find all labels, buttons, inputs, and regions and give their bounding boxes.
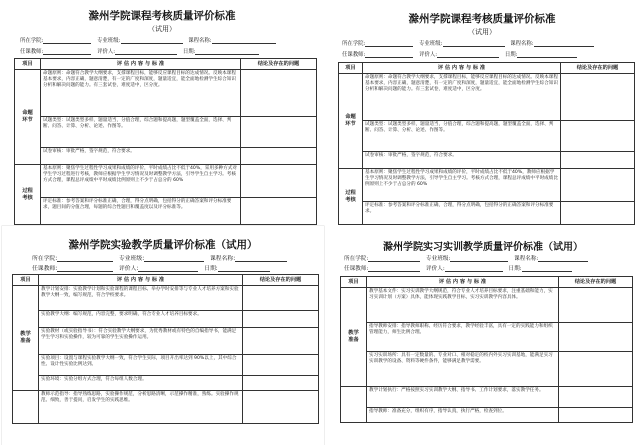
field-line[interactable] — [538, 256, 588, 262]
conclusion-cell[interactable] — [559, 323, 633, 352]
header-item: 项目 — [339, 63, 363, 74]
criterion-text: 实验环境：实验分组方式合理，符合每组人数合理。 — [39, 376, 243, 391]
conclusion-cell[interactable] — [561, 202, 635, 225]
sheet-title: 滁州学院实习实训教学质量评价标准（试用） — [383, 242, 583, 253]
criterion-text: 命题原则：命题符合教学大纲要求，支撑课程目标，能够反应课程目标的达成情况。反映本课程基本要求，内容正确，题意清楚，有一定的广度和深度，题量适宜，能全面地检测学生综合知识分析和解决问题的能力。有三套试卷，难度适中，区分度。 — [363, 74, 561, 121]
conclusion-cell[interactable] — [243, 311, 319, 328]
header-conclusion: 结论及存在的问题 — [243, 275, 319, 286]
field-label: 所在学院: — [32, 256, 58, 262]
evaluation-table — [12, 274, 319, 424]
sheet-title: 滁州学院课程考核质量评价标准 — [88, 10, 236, 22]
field-label: 课程名称: — [514, 256, 539, 262]
sheet-title: 滁州学院课程考核质量评价标准 — [408, 13, 556, 25]
conclusion-cell[interactable] — [561, 152, 635, 169]
conclusion-cell[interactable] — [561, 121, 635, 152]
header-item: 项目 — [341, 277, 367, 288]
criterion-text: 评定标准：参考答案和评分标准正确，合理，得分点明确，包括得分的正确答案和评分标准要求，题目间的分值合理，每题的综合性题目和覆盖度以及评分标准等。 — [41, 198, 241, 225]
field-line[interactable] — [121, 38, 183, 44]
field-line[interactable] — [368, 266, 420, 272]
criterion-text: 试题类型：试题类型多样，题量适当，分值合理，综合题和提高题，题型覆盖全面，选择、判断、问答、计算、分析、论述、作图等。 — [363, 121, 561, 152]
field-line[interactable] — [445, 266, 503, 272]
field-line[interactable] — [437, 52, 499, 58]
criterion-text: 基本原则：聚焦学生过程性学习成果和成绩的评价，平时成绩占比不低于40%，教师应根据学生学习情况及时调整教学方法，引导学生自主学习。考核方式合理，课程总评成绩中平时成绩比例原则上不少于占总分的 60% — [363, 169, 561, 202]
evaluation-table — [338, 62, 635, 225]
field-label: 评价人: — [426, 266, 445, 272]
header-standard: 评 估 内 容 与 标 准 — [363, 63, 561, 74]
field-line[interactable] — [450, 256, 508, 262]
field-label: 评价人: — [119, 266, 139, 272]
sheet-course-assessment-1 — [6, 4, 318, 230]
conclusion-cell[interactable] — [241, 148, 317, 165]
info-row-2 — [20, 47, 263, 55]
info-row-1 — [20, 36, 280, 44]
conclusion-cell[interactable] — [559, 408, 633, 423]
header-standard: 评 估 内 容 与 标 准 — [367, 277, 559, 288]
field-line[interactable] — [368, 256, 420, 262]
conclusion-cell[interactable] — [243, 391, 319, 424]
conclusion-cell[interactable] — [243, 328, 319, 355]
field-line[interactable] — [522, 266, 572, 272]
field-line[interactable] — [235, 256, 287, 262]
info-row-1 — [32, 253, 291, 262]
header-standard: 评 估 内 容 与 标 准 — [41, 59, 241, 70]
header-conclusion: 结论及存在的问题 — [561, 63, 635, 74]
criterion-text: 评定标准：参考答案和评分标准正确，合理，得分点明确，包括得分的正确答案和评分标准要求。 — [363, 202, 561, 225]
field-label: 日期: — [508, 266, 522, 272]
header-item: 项目 — [15, 59, 41, 70]
conclusion-cell[interactable] — [243, 286, 319, 311]
field-line[interactable] — [115, 49, 177, 55]
sheet-subtitle: （试用） — [468, 28, 496, 36]
conclusion-cell[interactable] — [241, 165, 317, 198]
info-row-2 — [342, 50, 581, 58]
field-label: 课程名称: — [210, 256, 236, 262]
evaluation-table — [14, 58, 317, 225]
field-label: 日期: — [204, 266, 218, 272]
category-process: 过程 考核 — [15, 165, 41, 225]
field-label: 评价人: — [419, 52, 438, 58]
criterion-text: 实验教学大纲：编写规范，内容完整，要求明确，符合专业人才培养目标要求。 — [39, 311, 243, 328]
criterion-text: 教师示范指导：指导熟练思路，实验操作规范，分析思路清晰，示范操作精准，熟练。实验操作规范、细致，善于提问，启发学生的实践思维。 — [39, 391, 243, 424]
field-label: 课程名称: — [188, 38, 212, 44]
conclusion-cell[interactable] — [241, 198, 317, 225]
conclusion-cell[interactable] — [243, 355, 319, 376]
field-label: 专业班级: — [119, 256, 145, 262]
field-label: 专业班级: — [426, 256, 451, 262]
header-conclusion: 结论及存在的问题 — [559, 277, 633, 288]
conclusion-cell[interactable] — [561, 169, 635, 202]
conclusion-cell[interactable] — [241, 70, 317, 117]
criterion-text: 命题原则：命题符合教学大纲要求，支撑课程目标，能够反应课程目标的达成情况。反映本课程基本要求，内容正确，题意清楚，有一定的广度和深度，题量适宜，能全面地检测学生综合知识分析和解决问题的能力。有三套试卷，难度适中，区分度。 — [41, 70, 241, 117]
category-blank — [341, 387, 367, 423]
header-item: 项目 — [13, 275, 39, 286]
category-preparation: 教学 准备 — [341, 288, 367, 387]
field-label: 专业班级: — [419, 41, 443, 47]
criterion-text: 指导教师安排：指导教师职称、经历符合要求，教学经验丰富，具有一定的实践能力和组织管理能力，师生比例合理。 — [367, 323, 559, 352]
category-proposition: 命题 环节 — [15, 70, 41, 165]
info-row-1 — [342, 39, 598, 47]
field-label: 所在学院: — [20, 38, 44, 44]
field-label: 评价人: — [97, 49, 116, 55]
info-row-2 — [344, 264, 576, 272]
field-label: 任课教师: — [342, 52, 366, 58]
category-proposition: 命题 环节 — [339, 74, 363, 169]
field-line[interactable] — [365, 52, 413, 58]
conclusion-cell[interactable] — [243, 376, 319, 391]
field-label: 日期: — [504, 52, 518, 58]
conclusion-cell[interactable] — [559, 288, 633, 323]
field-line[interactable] — [43, 49, 91, 55]
field-line[interactable] — [212, 38, 276, 44]
criterion-text: 教学基本文件：实习实训教学大纲规范，符合专业人才培养目标要求，注重基础和能力，实习实训计划（方案）具体，能体现实践教学目标，实习实训教学内容具体。 — [367, 288, 559, 323]
sheet-title: 滁州学院实验教学质量评价标准（试用） — [68, 239, 258, 251]
field-label: 任课教师: — [32, 266, 58, 272]
conclusion-cell[interactable] — [241, 117, 317, 148]
field-line[interactable] — [57, 256, 113, 262]
sheet-subtitle: （试用） — [148, 25, 176, 33]
criterion-text: 实习实训场所：具有一定数量的、专业对口、相对稳定的校内外实习实训基地，能满足实习实训教学的设备、资料等硬件条件，能够满足教学需要。 — [367, 352, 559, 387]
field-label: 所在学院: — [342, 41, 366, 47]
sheet-course-assessment-2 — [328, 4, 636, 230]
field-line[interactable] — [218, 266, 270, 272]
sheet-lab-teaching — [2, 226, 324, 445]
sheet-internship-training — [330, 230, 636, 445]
category-preparation: 教学 准备 — [13, 286, 39, 391]
field-line[interactable] — [43, 38, 91, 44]
category-blank — [13, 391, 39, 424]
criterion-text: 指导教师：准备充分，组织有序，指导认真，执行严格，检查到位。 — [367, 408, 559, 423]
conclusion-cell[interactable] — [559, 387, 633, 408]
criterion-text: 基本原则：聚焦学生过程性学习成果和成绩的评价，平时成绩占比不低于40%，采用多种方式对学生学习过程进行考核，教师应根据学生学习情况及时调整教学方法，引导学生自主学习。考核方式合理，课程总评成绩中平时成绩比例原则上不少于占总分的 60% — [41, 165, 241, 198]
field-label: 任课教师: — [344, 266, 369, 272]
info-row-2 — [32, 263, 274, 272]
criterion-text: 实验教材（或实验指导书）：符合实验教学大纲要求，为优秀教材或有特色的自编指导书，能满足学生学习和实验操作，较为可靠的学生实验操作运用。 — [39, 328, 243, 355]
field-label: 任课教师: — [20, 49, 44, 55]
criterion-text: 实验项目：设置与课程实验教学大纲一致，符合学生实际，项目开出率达到 90%以上，其中综合性、设计性实验比例达到。 — [39, 355, 243, 376]
criterion-text: 教学计划安排：实验教学计划和实验课程的课程目标、举办学时安排等与专业人才培养方案和实验教学大纲一致，编写规范，符合学校要求。 — [39, 286, 243, 311]
field-line[interactable] — [57, 266, 113, 272]
conclusion-cell[interactable] — [559, 352, 633, 387]
evaluation-table — [340, 276, 633, 423]
field-line[interactable] — [138, 266, 198, 272]
field-line[interactable] — [517, 52, 577, 58]
criterion-text: 试题类型：试题类型多样，题量适当，分值合理，综合题和提高题，题型覆盖全面，选择、判断、问答、计算、分析、论述、作图等。 — [41, 117, 241, 148]
field-line[interactable] — [195, 49, 259, 55]
criterion-text: 教学计划执行：严格按照实习实训教学大纲、指导书、工作计划要求，落实教学任务。 — [367, 387, 559, 408]
conclusion-cell[interactable] — [561, 74, 635, 121]
category-process: 过程 考核 — [339, 169, 363, 225]
field-label: 专业班级: — [97, 38, 121, 44]
field-label: 所在学院: — [344, 256, 369, 262]
field-label: 日期: — [182, 49, 196, 55]
field-line[interactable] — [534, 41, 594, 47]
field-line[interactable] — [144, 256, 204, 262]
header-conclusion: 结论及存在的问题 — [241, 59, 317, 70]
header-standard: 评 估 内 容 与 标 准 — [39, 275, 243, 286]
field-line[interactable] — [443, 41, 505, 47]
field-label: 课程名称: — [510, 41, 534, 47]
info-row-1 — [344, 254, 592, 262]
field-line[interactable] — [365, 41, 413, 47]
criterion-text: 试卷审核：审批严格，签字规范，符合要求。 — [363, 152, 561, 169]
criterion-text: 试卷审核：审批严格，签字规范，符合要求。 — [41, 148, 241, 165]
